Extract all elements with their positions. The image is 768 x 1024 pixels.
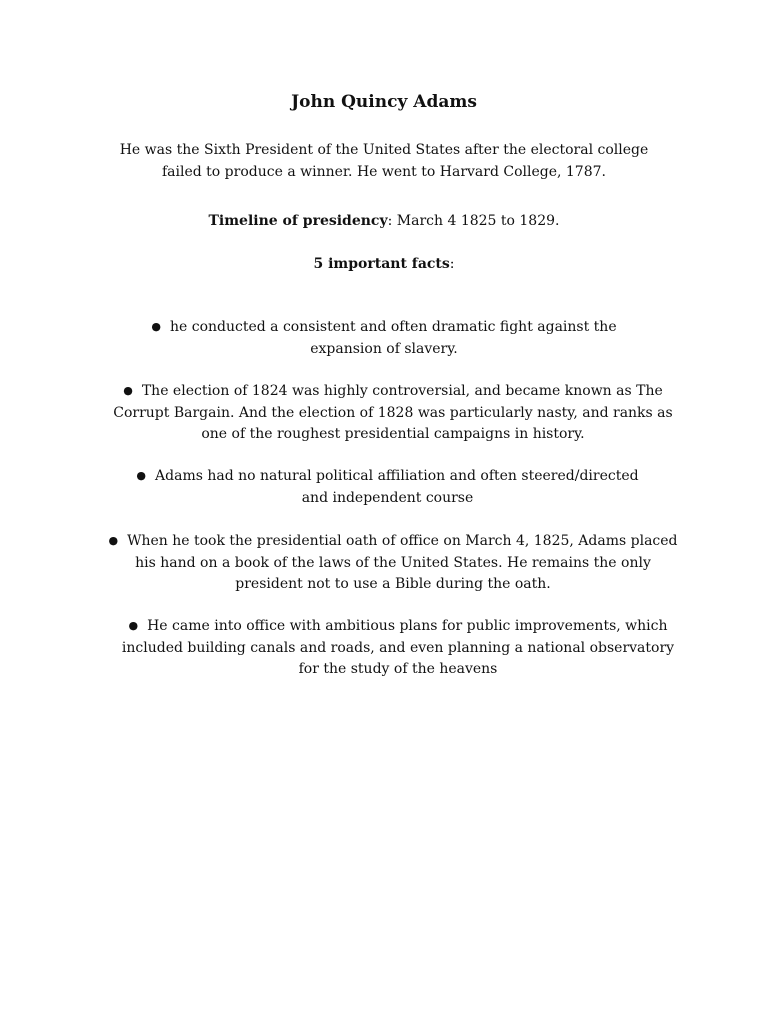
bullet-icon: ● bbox=[136, 469, 147, 482]
facts-heading-label: 5 important facts bbox=[313, 256, 450, 272]
fact-item-4 bbox=[108, 530, 678, 596]
fact-item-1 bbox=[120, 316, 648, 360]
bullet-icon: ● bbox=[108, 534, 119, 547]
fact-item-5 bbox=[118, 615, 678, 681]
facts-heading bbox=[0, 253, 768, 275]
bullet-icon: ● bbox=[151, 320, 161, 333]
fact-item-3 bbox=[130, 465, 645, 509]
fact-text-1: he conducted a consistent and often dramatic fight against the expansion of slavery. bbox=[169, 319, 617, 357]
timeline-label: Timeline of presidency bbox=[208, 213, 388, 229]
timeline-line bbox=[0, 210, 768, 232]
fact-text-4: When he took the presidential oath of office on March 4, 1825, Adams placed his hand on a book of the laws of the United States. He remains the only president not to use a Bible during the oath. bbox=[127, 533, 678, 592]
intro-paragraph: He was the Sixth President of the United States after the electoral college failed to produce a winner. He went to Harvard College, 1787. bbox=[119, 142, 649, 180]
facts-heading-colon: : bbox=[449, 256, 455, 272]
bullet-icon: ● bbox=[123, 384, 133, 397]
timeline-value: : March 4 1825 to 1829. bbox=[387, 213, 560, 229]
fact-text-5: He came into office with ambitious plans for public improvements, which included building canals and roads, and even planning a national observatory for the study of the heavens bbox=[121, 618, 675, 677]
fact-text-3: Adams had no natural political affiliation and often steered/directed and independent course bbox=[155, 468, 639, 506]
fact-text-2: The election of 1824 was highly controversial, and became known as The Corrupt Bargain. And the election of 1828 was particularly nasty, and ranks as one of the roughest presidential campaigns in history. bbox=[113, 383, 673, 442]
page-title: John Quincy Adams bbox=[291, 92, 477, 112]
fact-item-2 bbox=[108, 380, 678, 446]
bullet-icon: ● bbox=[128, 619, 139, 632]
